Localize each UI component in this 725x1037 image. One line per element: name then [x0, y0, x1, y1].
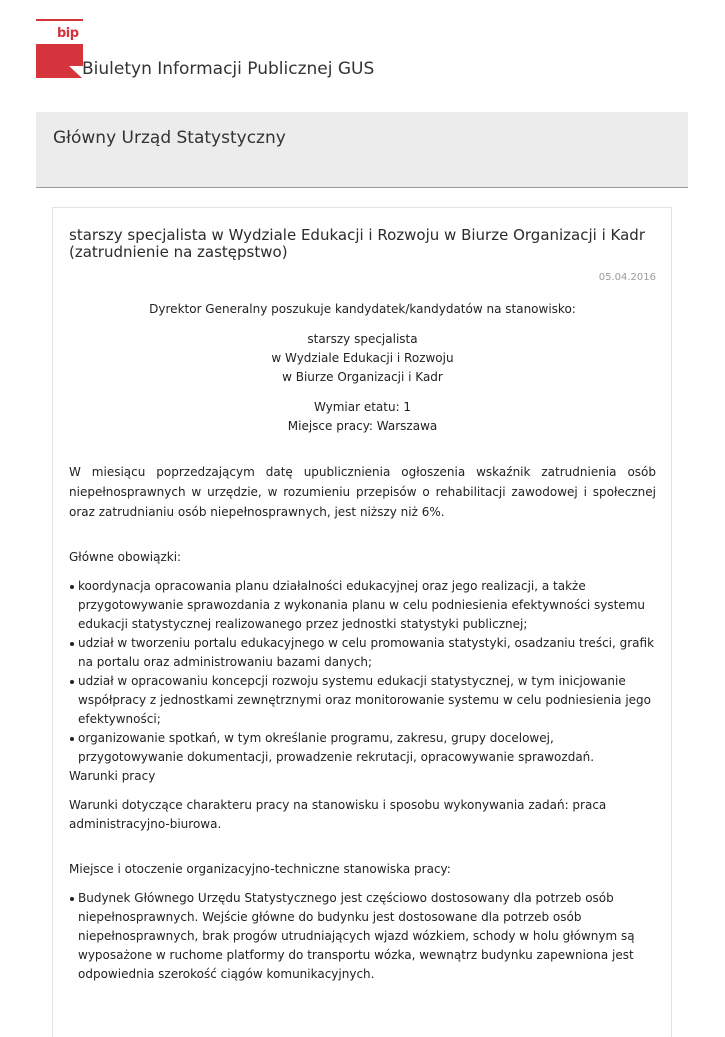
position-line: w Wydziale Edukacji i Rozwoju [271, 351, 454, 365]
org-name[interactable]: Główny Urząd Statystyczny [53, 128, 286, 148]
list-item: udział w tworzeniu portalu edukacyjnego w celu promowania statystyki, osadzaniu treści, grafik na portalu oraz administrowaniu bazami danych; [78, 634, 656, 672]
conditions-text: Warunki dotyczące charakteru pracy na stanowisku i sposobu wykonywania zadań: praca administracyjno-biurowa. [69, 798, 607, 831]
conditions-heading: Warunki pracy [69, 769, 156, 783]
position-block [69, 330, 656, 387]
page-title [69, 227, 656, 261]
publish-date: 05.04.2016 [598, 272, 656, 283]
list-item: koordynacja opracowania planu działalności edukacyjnej oraz jego realizacji, a także przygotowywanie sprawozdania z wykonania planu w celu podniesienia efektywności systemu edukacji statystycznej realizowanego przez jednostki statystyki publicznej; [78, 577, 656, 634]
duties-list [69, 577, 656, 767]
bip-title[interactable]: Biuletyn Informacji Publicznej GUS [82, 59, 375, 79]
list-item: organizowanie spotkań, w tym określanie programu, zakresu, grupy docelowej, przygotowywanie dokumentacji, prowadzenie rekrutacji, opracowywanie sprawozdań. [78, 729, 656, 767]
bip-flag-icon [36, 44, 84, 78]
environment-list [69, 889, 656, 984]
disability-note: W miesiącu poprzedzającym datę upublicznienia ogłoszenia wskaźnik zatrudnienia osób niepełnosprawnych w urzędzie, w rozumieniu przepisów o rehabilitacji zawodowej i społecznej oraz zatrudnianiu osób niepełnosprawnych, jest niższy niż 6%. [69, 465, 656, 519]
title-line-2: (zatrudnienie na zastępstwo) [69, 243, 288, 261]
logo-text: bip [57, 26, 79, 41]
org-header [36, 112, 688, 188]
duties-heading: Główne obowiązki: [69, 550, 182, 564]
term-line: Miejsce pracy: Warszawa [287, 419, 438, 433]
term-line: Wymiar etatu: 1 [313, 400, 412, 414]
article-content [69, 227, 656, 984]
list-item: Budynek Głównego Urzędu Statystycznego jest częściowo dostosowany dla potrzeb osób niepełnosprawnych. Wejście główne do budynku jest dostosowane dla potrzeb osób niepełnosprawnych, brak progów utrudniających wjazd wózkiem, schody w holu głównym są wyposażone w ruchome platformy do transportu wózka, wewnątrz budynku zapewniona jest odpowiednia szerokość ciągów komunikacyjnych. [78, 889, 656, 984]
environment-heading: Miejsce i otoczenie organizacyjno-techniczne stanowiska pracy: [69, 862, 451, 876]
list-item: udział w opracowaniu koncepcji rozwoju systemu edukacji statystycznej, w tym inicjowanie współpracy z jednostkami zewnętrznymi oraz monitorowanie systemu w celu podniesienia jego efektywności; [78, 672, 656, 729]
title-line-1: starszy specjalista w Wydziale Edukacji i Rozwoju w Biurze Organizacji i Kadr [69, 226, 645, 244]
logo-top-line [36, 19, 83, 21]
terms-block [69, 398, 656, 436]
intro-text: Dyrektor Generalny poszukuje kandydatek/kandydatów na stanowisko: [149, 302, 576, 316]
position-line: w Biurze Organizacji i Kadr [282, 370, 443, 384]
position-line: starszy specjalista [307, 332, 418, 346]
bip-logo[interactable] [36, 19, 84, 77]
